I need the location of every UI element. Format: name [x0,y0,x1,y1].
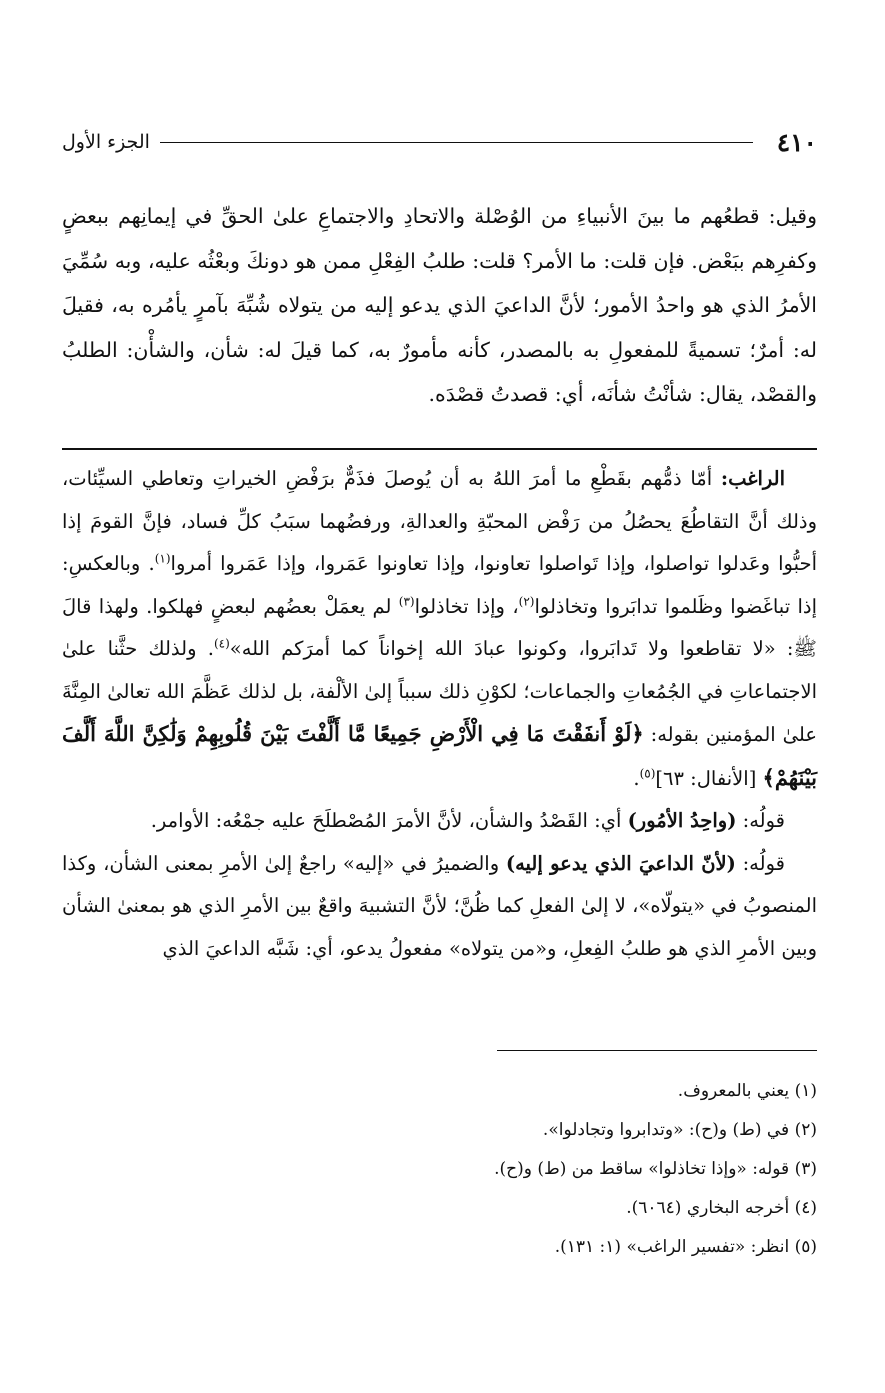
page-number: ٤١٠ [776,127,817,157]
footnote: (٥) انظر: «تفسير الراغب» (١: ١٣١). [554,1237,817,1257]
book-page [62,0,817,1393]
footnote-divider [497,1050,817,1051]
commentary-quote: (واحِدُ الأمُور) [627,809,737,832]
main-text-divider [62,448,817,450]
main-line: وبه سُمِّيَ الأمرُ الذي هو واحدُ الأمور؛ لأنَّ الداعيَ الذي يدعو إليه من يتولاه شُبِّهَ بآمرٍ [62,248,817,317]
quran-verse: ﴿لَوْ أَنفَقْتَ مَا فِي الْأَرْضِ جَمِيعًا مَّا أَلَّفْتَ بَيْنَ قُلُوبِهِمْ وَلَٰكِنَّ اللَّهَ أَلَّفَ بَيْنَهُمْ﴾ [62,721,817,790]
footnote: (١) يعني بالمعروف. [677,1081,817,1101]
footnote: (٢) في (ط) و(ح): «وتدابروا وتجادلوا». [542,1120,817,1140]
running-title: الجزء الأول [62,131,150,153]
page-header [62,124,817,160]
footnote: (٣) قوله: «وإذا تخاذلوا» ساقط من (ط) و(ح). [494,1159,817,1179]
footnote-marker: (١) [154,551,171,566]
commentary-text: والضميرُ في «إليه» راجعٌ إلىٰ الأمرِ بمعنى الشأن، وكذا المنصوبُ في «يتولّاه»، لا إلىٰ الفعلِ كما ظُنَّ؛ لأنَّ التشبيهَ واقعٌ بين الأمرِ الذي هو بمعنىٰ الشأن وبين الأمرِ الذي هو طلبُ الفِعلِ، و«من يتولاه» مفعولُ يدعو، أي: شَبَّه الداعيَ الذي [62,851,817,960]
commentary-label: قولُه: [742,851,785,875]
main-line: والشأْن: الطلبُ والقصْد، يقال: شأنْتُ شأنَه، أي: قصدتُ قصْدَه. [62,337,817,406]
footnote-marker: (٤) [213,636,230,651]
commentary-text: لم يعمَلْ بعضُهم لبعضٍ [210,594,399,618]
verse-reference: [الأنفال: ٦٣] [655,766,757,790]
commentary-text: فهلكوا. ولهذا قالَ ﷺ: «لا تقاطعوا ولا تَدابَروا، وكونوا عبادَ الله إخواناً كما أمرَكم الله» [62,594,817,660]
commentary-author: الراغب: [720,467,785,490]
commentary-paragraph-3 [62,843,817,971]
main-line: يأمُره به، فقيلَ له: أمرٌ؛ تسميةً للمفعولِ به بالمصدر، كأنه مأمورٌ به، كما قيلَ له: شأن، [62,293,817,362]
header-rule [160,142,753,143]
footnote: (٤) أخرجه البخاري (٦٠٦٤). [626,1198,817,1218]
main-text [62,194,817,417]
commentary-text: وبالعكسِ: إذا تباغَضوا وظَلموا تدابَروا وتخاذلوا [62,552,817,618]
commentary-label: قولُه: [742,809,785,832]
commentary-text: أحبُّوا وعَدلوا تواصلوا، وإذا تَواصلوا تعاونوا، وإذا تعاونوا عَمَروا، وإذا عَمَروا أمروا [170,552,817,575]
commentary-paragraph-raghib: الراغب: أمّا ذمُّهم بقَطْعِ ما أمرَ اللهُ به أن يُوصلَ فذَمٌّ برَفْضِ الخيراتِ وتعاطي السيِّئات، وذلك أنَّ التقاطُعَ يحصُلُ من رَفْض المحبّةِ والعدالةِ، ورفضُهما سبَبُ كلِّ فساد، فإنَّ القومَ إذا أحبُّوا وعَدلوا تواصلوا، وإذا تَواصلوا تعاونوا، وإذا تعاونوا عَمَروا، وإذا عَمَروا أمروا$^{(١)}$. وبالعكسِ: إذا تباغَضوا وظَلموا تدابَروا وتخاذلوا$^{(٢)}$، وإذا تخاذلوا$^{(٣)}$ لم يعمَلْ بعضُهم لبعضٍ فهلكوا. ولهذا قالَ ﷺ: «لا تقاطعوا ولا تَدابَروا، وكونوا عبادَ الله إخواناً كما أمرَكم الله»$^{(٤)}$. ولذلك حثَّنا علىٰ الاجتماعاتِ في الجُمُعاتِ والجماعات؛ لكوْنِ ذلك سبباً إلىٰ الألْفة، بل لذلك عَظَّمَ الله تعالىٰ المِنَّةَ علىٰ المؤمنين بقوله: ﴿لَوْ أَنفَقْتَ مَا فِي الْأَرْضِ جَمِيعًا مَّا أَلَّفْتَ بَيْنَ قُلُوبِهِمْ وَلَٰكِنَّ اللَّهَ أَلَّفَ بَيْنَهُمْ﴾ [الأنفال: ٦٣]$^{(٥)}$. [62,467,817,790]
main-line: وقيل: قطعُهم ما بينَ الأنبياءِ من الوُصْلة والاتحادِ والاجتماعِ علىٰ الحقِّ في إيمانِهم ببعضٍ [62,204,817,228]
commentary-paragraph-2 [62,800,817,843]
footnote-marker: (٣) [398,594,415,608]
commentary-quote: (لأنّ الداعيَ الذي يدعو إليه) [505,851,736,875]
commentary-text: وذلك أنَّ التقاطُعَ يحصُلُ من رَفْض المحبّةِ والعدالةِ، ورفضُهما سبَبُ كلِّ فساد، فإنَّ القومَ إذا [62,509,817,533]
main-line: وكفرِهم ببَعْض. فإن قلت: ما الأمر؟ قلت: طلبُ الفِعْلِ ممن هو دونكَ وبعْثُه عليه، [147,248,817,273]
footnote-marker: (٢) [518,594,535,608]
commentary-text: عَظَّمَ الله تعالىٰ المِنَّةَ علىٰ المؤمنين بقوله: [62,679,817,746]
commentary-text: أمّا ذمُّهم بقَطْعِ ما أمرَ اللهُ به أن يُوصلَ فذَمٌّ برَفْضِ الخيراتِ وتعاطي السيِّئات، [62,467,713,490]
commentary [62,458,817,970]
footnotes [62,1072,817,1267]
commentary-text: ولذلك حثَّنا علىٰ الاجتماعاتِ في الجُمُعاتِ والجماعات؛ لكوْنِ ذلك سبباً إلىٰ الألْفة، بل لذلك [62,637,817,703]
commentary-text: أي: القَصْدُ والشأن، لأنَّ الأمرَ المُصْطلَحَ عليه جمْعُه: الأوامر. [150,809,622,832]
commentary-text: ، وإذا تخاذلوا [414,594,519,618]
footnote-marker: (٥) [639,766,656,780]
